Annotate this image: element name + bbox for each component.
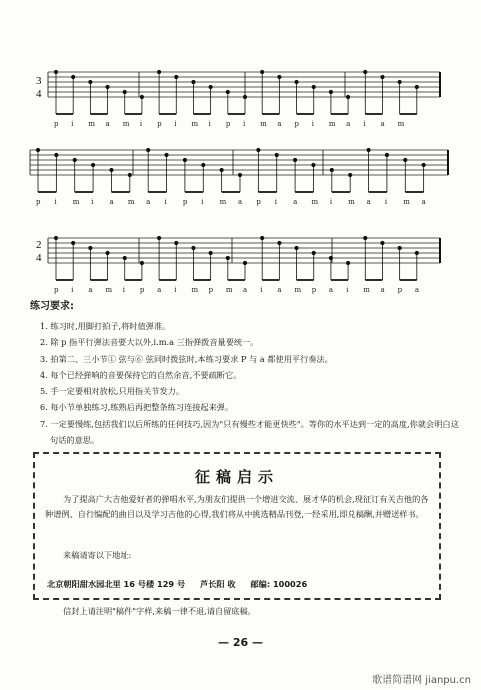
fingering-label: a xyxy=(293,198,298,206)
submission-notice-box xyxy=(33,452,441,616)
note-head xyxy=(415,251,418,254)
fingering-label: m xyxy=(127,198,135,206)
note-head xyxy=(330,168,333,171)
fingering-label: i xyxy=(346,286,349,294)
note-head xyxy=(106,85,109,88)
note-head xyxy=(312,85,315,88)
note-head xyxy=(36,148,39,151)
note-head xyxy=(367,148,370,151)
fingering-label: i xyxy=(260,286,263,294)
note-head xyxy=(398,246,401,249)
note-head xyxy=(157,236,160,239)
note-head xyxy=(73,158,76,161)
note-head xyxy=(312,251,315,254)
note-head xyxy=(346,261,349,264)
tablature-staves xyxy=(0,0,481,300)
fingering-label: i xyxy=(139,120,143,128)
note-head xyxy=(349,173,352,176)
requirement-1: 1. 练习时,用脚打拍子,将时值弹准。 xyxy=(40,321,171,331)
fingering-label: i xyxy=(201,198,204,206)
note-head xyxy=(91,163,94,166)
note-head xyxy=(404,158,407,161)
note-head xyxy=(128,173,131,176)
note-head xyxy=(243,95,246,98)
notice-footer: 信封上请注明"稿件"字样,来稿一律不退,请自留底稿。 xyxy=(63,606,256,616)
note-head xyxy=(140,95,143,98)
fingering-label: m xyxy=(294,286,302,294)
fingering-label: a xyxy=(88,286,93,294)
watermark: 歌谱简谱网 jianpu.cn xyxy=(372,675,471,686)
fingering-label: i xyxy=(274,198,277,206)
fingering-label: i xyxy=(311,120,314,128)
fingering-label: m xyxy=(328,120,336,128)
note-head xyxy=(192,246,195,249)
fingering-label: a xyxy=(243,286,248,294)
fingering-label: a xyxy=(146,198,151,206)
fingering-label: p xyxy=(256,198,261,206)
fingering-label: p xyxy=(311,286,317,294)
note-head xyxy=(261,70,264,73)
note-head xyxy=(140,261,143,264)
fingering-label: i xyxy=(71,120,74,128)
note-head xyxy=(295,80,298,83)
note-head xyxy=(381,75,384,78)
note-head xyxy=(293,158,296,161)
note-head xyxy=(278,241,281,244)
fingering-label: a xyxy=(328,286,334,294)
note-head xyxy=(209,251,212,254)
fingering-label: i xyxy=(71,286,74,294)
note-head xyxy=(385,153,388,156)
note-head xyxy=(54,70,57,73)
notice-address xyxy=(47,579,431,590)
fingering-label: a xyxy=(366,198,371,206)
fingering-label: p xyxy=(182,198,188,206)
note-head xyxy=(329,256,332,259)
note-head xyxy=(398,80,401,83)
note-head xyxy=(89,246,92,249)
note-head xyxy=(422,163,425,166)
fingering-label: a xyxy=(109,198,114,206)
fingering-label: i xyxy=(363,120,366,128)
requirement-6: 6. 每小节单独练习,练熟后再把整条练习连接起来弹。 xyxy=(40,402,234,413)
note-head xyxy=(226,256,229,259)
fingering-label: m xyxy=(219,198,227,206)
note-head xyxy=(329,90,332,93)
fingering-label: i xyxy=(243,120,246,128)
fingering-label: m xyxy=(225,286,233,294)
fingering-label: p xyxy=(54,120,59,128)
fingering-label: i xyxy=(174,120,177,128)
fingering-label: m xyxy=(397,120,405,128)
note-head xyxy=(243,261,246,264)
time-signature-bottom-1: 4 xyxy=(36,88,42,100)
fingering-label: a xyxy=(105,120,110,128)
fingering-label: p xyxy=(54,286,59,294)
notice-title: 征稿启示 xyxy=(194,468,279,486)
fingering-label: m xyxy=(311,198,319,206)
note-head xyxy=(183,158,186,161)
note-head xyxy=(192,80,195,83)
requirements-title: 练习要求: xyxy=(30,301,74,312)
fingering-label: a xyxy=(414,286,420,294)
note-head xyxy=(123,256,126,259)
fingering-label: m xyxy=(348,198,355,206)
fingering-label: p xyxy=(36,198,41,206)
note-head xyxy=(110,168,113,171)
fingering-label: p xyxy=(397,286,403,294)
fingering-label: m xyxy=(88,120,96,128)
note-head xyxy=(72,75,75,78)
fingering-label: i xyxy=(91,198,94,206)
note-head xyxy=(220,168,223,171)
fingering-label: a xyxy=(380,120,385,128)
time-signature-bottom-3: 4 xyxy=(36,252,42,264)
note-head xyxy=(257,148,260,151)
fingering-label: i xyxy=(164,198,167,206)
fingering-label: a xyxy=(380,286,385,294)
fingering-label: p xyxy=(294,120,300,128)
fingering-label: a xyxy=(346,120,351,128)
fingering-label: i xyxy=(208,120,211,128)
note-head xyxy=(364,236,367,239)
fingering-label: m xyxy=(122,120,130,128)
fingering-label: m xyxy=(191,120,199,128)
notice-address-intro: 来稿请寄以下地址: xyxy=(63,550,132,560)
fingering-label: a xyxy=(238,198,243,206)
requirement-5: 5. 手一定要相对放松,只用指关节发力。 xyxy=(40,386,185,397)
note-head xyxy=(175,241,178,244)
fingering-label: a xyxy=(277,286,282,294)
note-head xyxy=(346,95,349,98)
requirement-4: 4. 每个已经弹响的音要保持它的自然余音,不要疏断它。 xyxy=(40,369,242,380)
requirement-3: 3. 拍第二、三小节① 弦与⑥ 弦同时拨弦时,本练习要求 P 与 a 都使用平行奏法。 xyxy=(40,353,333,364)
note-head xyxy=(165,153,168,156)
requirement-7: 7. 一定要慢练,包括我们以后所练的任何技巧,因为"只有慢些才能更快些"。等你的水平达到一定的高度,你就会明白这句话的意思。 xyxy=(40,418,459,446)
note-head xyxy=(147,148,150,151)
fingering-label: a xyxy=(421,198,426,206)
fingering-label: m xyxy=(363,286,370,294)
page-number: — 26 — xyxy=(218,636,263,649)
note-head xyxy=(238,173,241,176)
fingering-label: i xyxy=(122,286,125,294)
note-head xyxy=(278,75,281,78)
address-text: 北京朝阳甜水园北里 16 号楼 129 号 xyxy=(47,579,186,589)
fingering-label: m xyxy=(105,286,113,294)
note-head xyxy=(55,153,58,156)
fingering-label: a xyxy=(157,286,162,294)
requirements-list xyxy=(22,318,462,448)
fingering-label: p xyxy=(208,286,214,294)
postcode-text: 邮编: 100026 xyxy=(250,579,308,589)
fingering-label: i xyxy=(329,198,333,206)
fingering-label: m xyxy=(72,198,80,206)
note-head xyxy=(364,70,367,73)
fingering-label: m xyxy=(260,120,267,128)
fingering-label: p xyxy=(225,120,231,128)
time-signature-top-1: 3 xyxy=(36,75,42,87)
note-head xyxy=(295,246,298,249)
note-head xyxy=(175,75,178,78)
note-head xyxy=(226,90,229,93)
note-head xyxy=(89,80,92,83)
fingering-label: m xyxy=(191,286,199,294)
requirement-2: 2. 除 p 指平行弹法音要大以外,i.m.a 三指弹拨音量要统一。 xyxy=(40,337,259,348)
fingering-label: p xyxy=(157,120,162,128)
note-head xyxy=(209,85,212,88)
note-head xyxy=(123,90,126,93)
note-head xyxy=(275,153,278,156)
fingering-label: i xyxy=(174,286,177,294)
notice-body: 为了提高广大吉他爱好者的弹唱水平,为朋友们提供一个增进交流、展才华的机会,现征订有关吉他的各种谱例、自行编配的曲目以及学习吉他的心得,我们将从中挑选精品刊登,一经采用,即兑稿酬,并赠送样书。 xyxy=(45,494,429,519)
fingering-label: i xyxy=(54,198,57,206)
note-head xyxy=(261,236,264,239)
fingering-label: i xyxy=(384,198,388,206)
note-head xyxy=(312,163,315,166)
note-head xyxy=(202,163,205,166)
fingering-label: p xyxy=(139,286,145,294)
note-head xyxy=(415,85,418,88)
note-head xyxy=(106,251,109,254)
note-head xyxy=(157,70,160,73)
fingering-label: a xyxy=(277,120,282,128)
note-head xyxy=(72,241,75,244)
note-head xyxy=(381,241,384,244)
note-head xyxy=(54,236,57,239)
time-signature-top-3: 2 xyxy=(36,239,42,251)
recipient-text: 芦长阳 收 xyxy=(200,579,236,589)
fingering-label: m xyxy=(403,198,410,206)
